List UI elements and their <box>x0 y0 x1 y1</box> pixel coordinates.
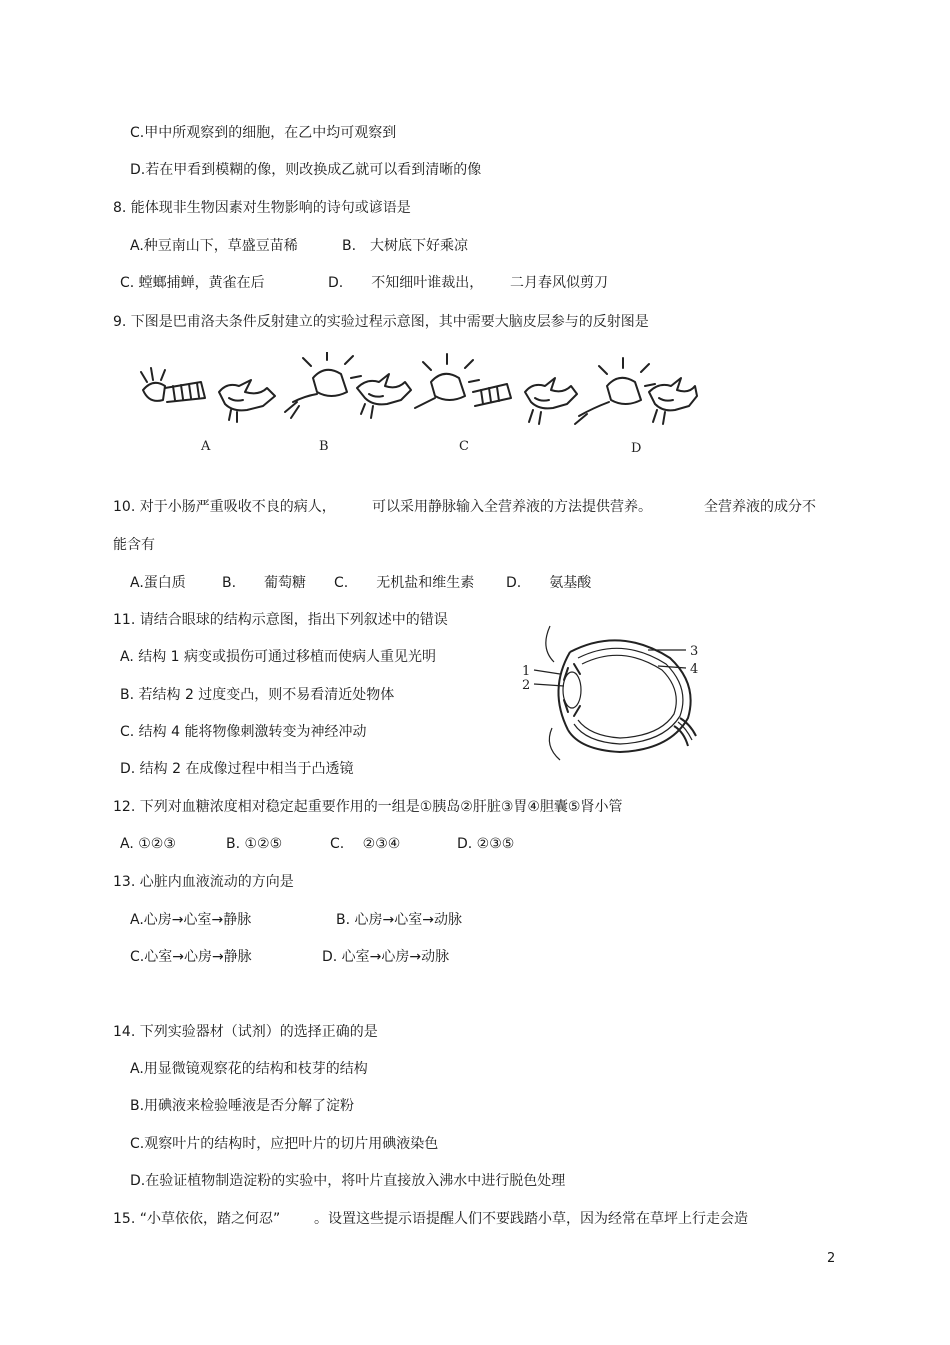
q8-option-b: B. 大树底下好乘凉 <box>342 238 469 254</box>
q13-option-c: C.心室→心房→静脉 <box>130 949 252 965</box>
q9-panel-c <box>415 354 577 454</box>
q12-option-b: B. ①②⑤ <box>226 836 283 852</box>
q11-stem: 11. 请结合眼球的结构示意图，指出下列叙述中的错误 <box>113 612 448 628</box>
q10-stem-part4: 能含有 <box>113 537 155 553</box>
q10-stem-part1: 10. 对于小肠严重吸收不良的病人， <box>113 499 336 515</box>
q10-stem-part3: 全营养液的成分不 <box>704 499 816 515</box>
q10-option-b: B. 葡萄糖 <box>222 575 307 591</box>
q13-option-b: B. 心房→心室→动脉 <box>336 912 462 928</box>
q9-label-a: A <box>201 439 211 454</box>
q13-option-a: A.心房→心室→静脉 <box>130 912 252 928</box>
q11-label-2: 2 <box>522 678 531 693</box>
q14-option-a: A.用显微镜观察花的结构和枝芽的结构 <box>130 1061 368 1077</box>
q12-option-d: D. ②③⑤ <box>457 836 515 852</box>
q12-stem: 12. 下列对血糖浓度相对稳定起重要作用的一组是①胰岛②肝脏③胃④胆囊⑤肾小管 <box>113 799 623 815</box>
q8-option-d-part1: D. 不知细叶谁裁出， <box>328 275 484 291</box>
q9-label-c: C <box>459 439 469 454</box>
q15-stem-part2: 。设置这些提示语提醒人们不要践踏小草，因为经常在草坪上行走会造 <box>314 1211 748 1227</box>
q14-option-d: D.在验证植物制造淀粉的实验中，将叶片直接放入沸水中进行脱色处理 <box>130 1173 566 1189</box>
q8-option-c: C. 螳螂捕蝉，黄雀在后 <box>120 275 265 291</box>
q11-option-b: B. 若结构 2 过度变凸，则不易看清近处物体 <box>120 687 395 703</box>
q14-stem: 14. 下列实验器材（试剂）的选择正确的是 <box>113 1024 378 1040</box>
q11-label-4: 4 <box>690 662 699 677</box>
q13-option-d: D. 心室→心房→动脉 <box>322 949 450 965</box>
q11-label-1: 1 <box>522 664 531 679</box>
q8-option-a: A.种豆南山下，草盛豆苗稀 <box>130 238 298 254</box>
q12-option-c: C. ②③④ <box>330 836 401 852</box>
q7-option-c: C.甲中所观察到的细胞，在乙中均可观察到 <box>130 125 397 141</box>
q9-panel-d <box>575 358 697 456</box>
q10-option-d: D. 氨基酸 <box>506 575 592 591</box>
q11-option-d: D. 结构 2 在成像过程中相当于凸透镜 <box>120 761 354 777</box>
q9-stem: 9. 下图是巴甫洛夫条件反射建立的实验过程示意图，其中需要大脑皮层参与的反射图是 <box>113 314 649 330</box>
q10-option-a: A.蛋白质 <box>130 575 186 591</box>
q9-label-d: D <box>631 441 642 456</box>
q12-option-a: A. ①②③ <box>120 836 176 852</box>
q15-stem-part1: 15. “小草依依，踏之何忍” <box>113 1211 281 1227</box>
q7-option-d: D.若在甲看到模糊的像，则改换成乙就可以看到清晰的像 <box>130 162 482 178</box>
q13-stem: 13. 心脏内血液流动的方向是 <box>113 874 294 890</box>
q11-option-c: C. 结构 4 能将物像刺激转变为神经冲动 <box>120 724 367 740</box>
q11-label-3: 3 <box>690 644 699 659</box>
q11-eye-diagram <box>520 618 710 768</box>
q11-option-a: A. 结构 1 病变或损伤可通过移植而使病人重见光明 <box>120 649 437 665</box>
q9-panel-b <box>285 352 411 454</box>
q10-stem-part2: 可以采用静脉输入全营养液的方法提供营养。 <box>372 499 652 515</box>
q14-option-c: C.观察叶片的结构时，应把叶片的切片用碘液染色 <box>130 1136 439 1152</box>
q8-option-d-part2: 二月春风似剪刀 <box>510 275 608 291</box>
q9-label-b: B <box>319 439 329 454</box>
q14-option-b: B.用碘液来检验唾液是否分解了淀粉 <box>130 1098 355 1114</box>
q8-stem: 8. 能体现非生物因素对生物影响的诗句或谚语是 <box>113 200 411 216</box>
q9-panel-a <box>141 368 275 454</box>
q9-pavlov-figure <box>135 352 700 462</box>
q10-option-c: C. 无机盐和维生素 <box>334 575 475 591</box>
page-number: 2 <box>827 1251 836 1266</box>
